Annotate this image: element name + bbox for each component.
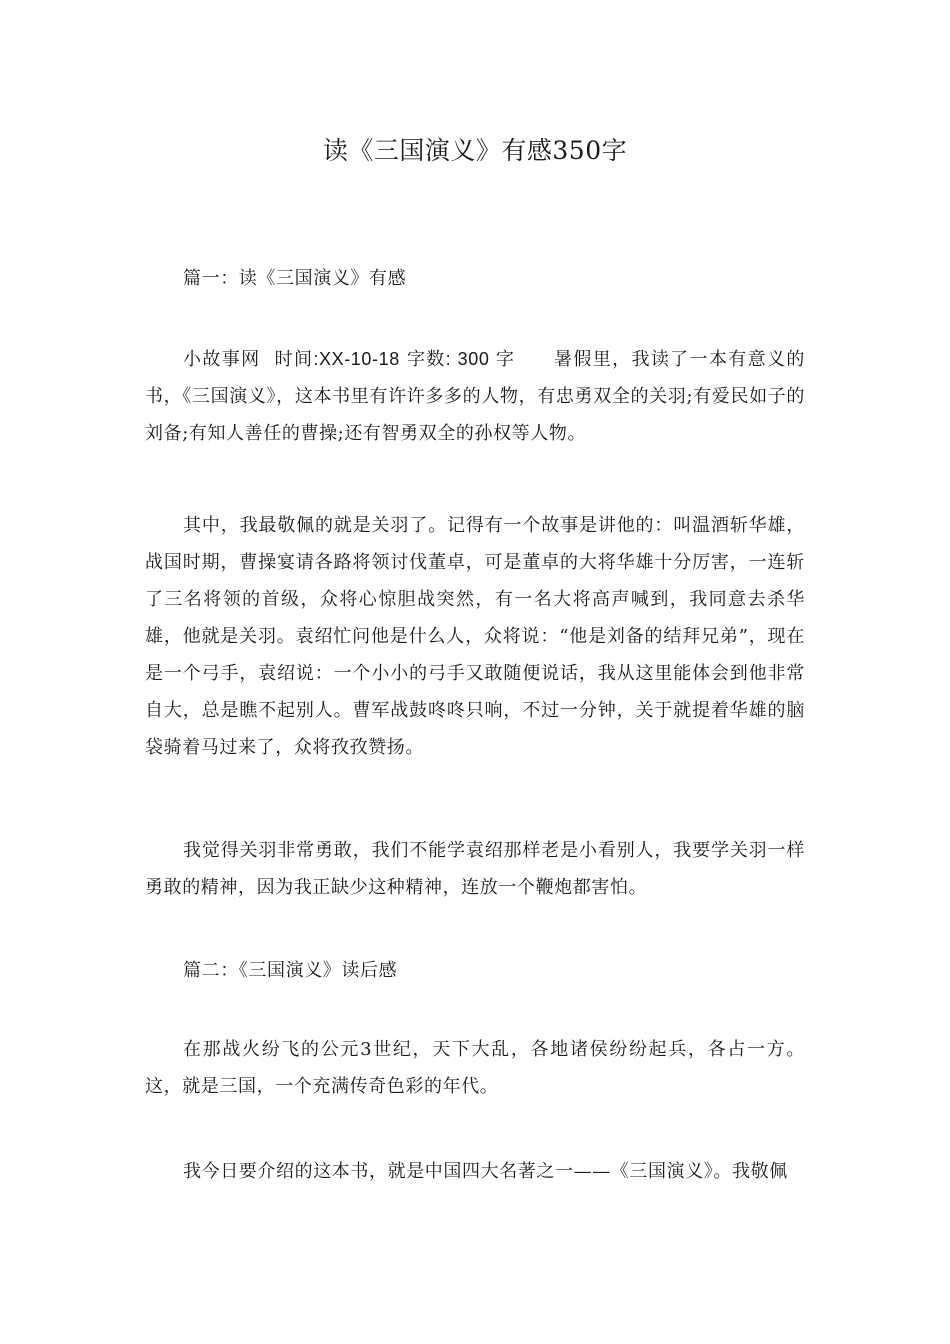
meta-source: 小故事网 — [183, 349, 261, 369]
document-title: 读《三国演义》有感350字 — [322, 136, 628, 165]
section1-heading: 篇一：读《三国演义》有感 — [183, 268, 407, 289]
section2-heading: 篇二：《三国演义》读后感 — [183, 960, 398, 981]
paragraph-1 — [145, 341, 805, 452]
paragraph-2: 其中，我最敬佩的就是关羽了。记得有一个故事是讲他的：叫温酒斩华雄，战国时期，曹操宴请各路将领讨伐董卓，可是董卓的大将华雄十分厉害，一连斩了三名将领的首级，众将心惊胆战突然，有一名大将高声喊到，我同意去杀华雄，他就是关羽。袁绍忙问他是什么人，众将说：“他是刘备的结拜兄弟”，现在是一个弓手，袁绍说：一个小小的弓手又敢随便说话，我从这里能体会到他非常自大，总是瞧不起别人。曹军战鼓咚咚只响，不过一分钟，关于就提着华雄的脑袋骑着马过来了，众将孜孜赞扬。 — [145, 515, 805, 758]
meta-words: 字数: 300 字 — [406, 349, 516, 369]
meta-time: 时间:XX-10-18 — [274, 349, 400, 369]
paragraph-3: 我觉得关羽非常勇敢，我们不能学袁绍那样老是小看别人，我要学关羽一样勇敢的精神，因为我正缺少这种精神，连放一个鞭炮都害怕。 — [145, 840, 805, 898]
paragraph-4: 在那战火纷飞的公元3世纪，天下大乱，各地诸侯纷纷起兵，各占一方。这，就是三国，一个充满传奇色彩的年代。 — [145, 1039, 805, 1097]
paragraph-1-text: 暑假里，我读了一本有意义的书，《三国演义》，这本书里有许许多多的人物，有忠勇双全的关羽;有爱民如子的刘备;有知人善任的曹操;还有智勇双全的孙权等人物。 — [145, 349, 805, 444]
paragraph-5: 我今日要介绍的这本书，就是中国四大名著之一——《三国演义》。我敬佩 — [183, 1161, 788, 1182]
